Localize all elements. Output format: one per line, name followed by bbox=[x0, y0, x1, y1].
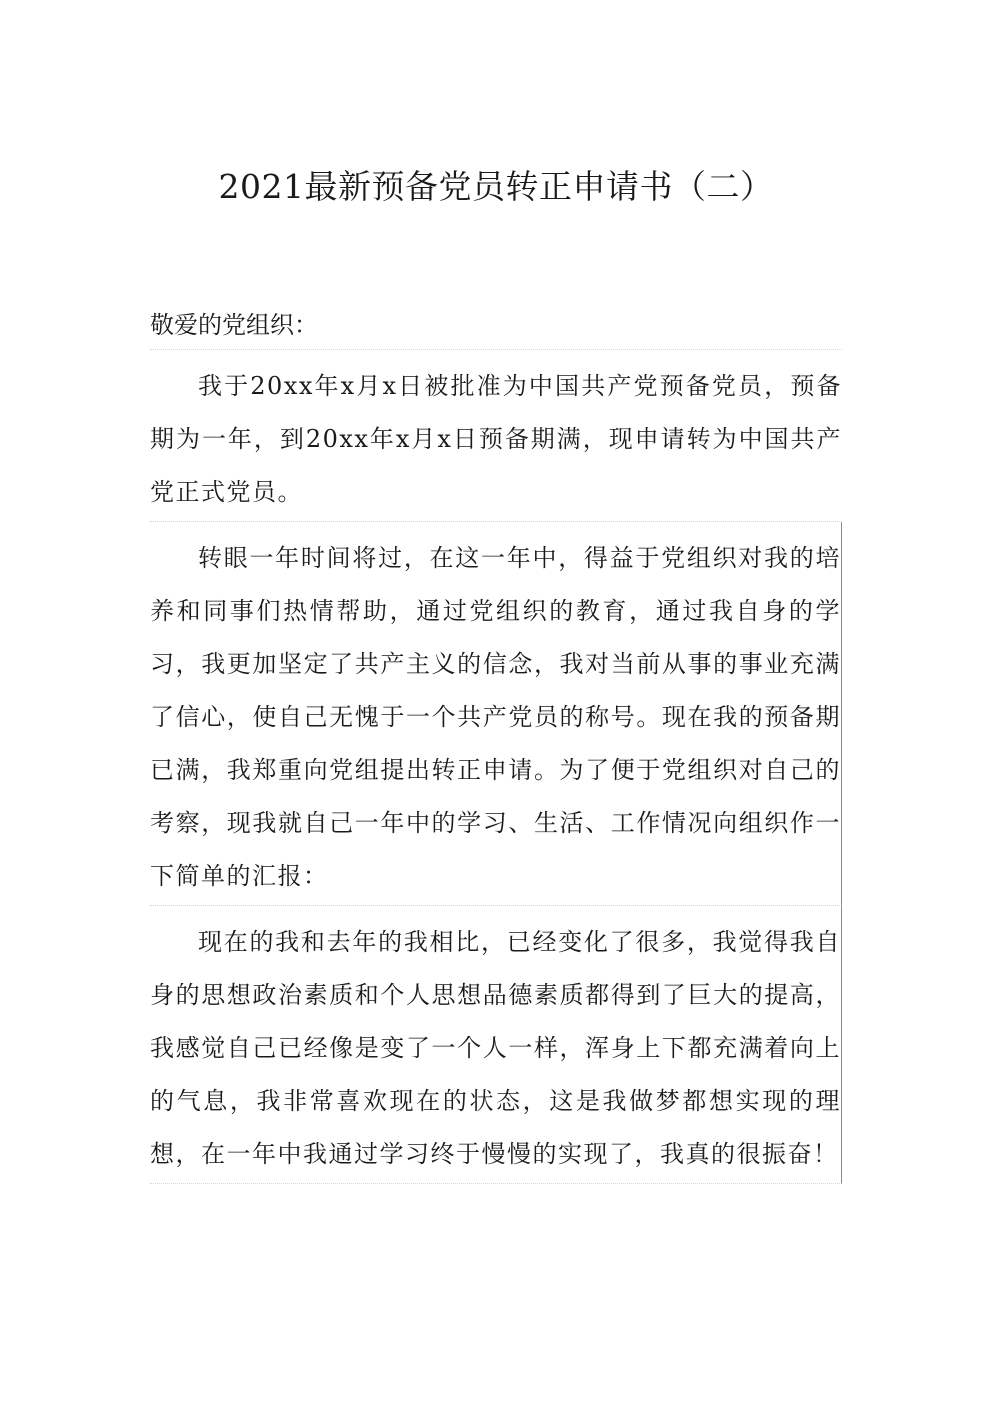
paragraph-approval: 我于20xx年x月x日被批准为中国共产党预备党员，预备期为一年，到20xx年x月x日预备期满，现申请转为中国共产党正式党员。 bbox=[150, 350, 842, 522]
document-title: 2021最新预备党员转正申请书（二） bbox=[218, 167, 774, 206]
document-body bbox=[150, 305, 842, 1184]
paragraph-progress: 现在的我和去年的我相比，已经变化了很多，我觉得我自身的思想政治素质和个人思想品德素质都得到了巨大的提高，我感觉自己已经像是变了一个人一样，浑身上下都充满着向上的气息，我非常喜欢现在的状态，这是我做梦都想实现的理想，在一年中我通过学习终于慢慢的实现了，我真的很振奋！ bbox=[150, 906, 842, 1184]
salutation: 敬爱的党组织： bbox=[150, 305, 842, 350]
paragraph-reflection: 转眼一年时间将过，在这一年中，得益于党组织对我的培养和同事们热情帮助，通过党组织的教育，通过我自身的学习，我更加坚定了共产主义的信念，我对当前从事的事业充满了信心，使自己无愧于一个共产党员的称号。现在我的预备期已满，我郑重向党组提出转正申请。为了便于党组织对自己的考察，现我就自己一年中的学习、生活、工作情况向组织作一下简单的汇报： bbox=[150, 522, 842, 906]
